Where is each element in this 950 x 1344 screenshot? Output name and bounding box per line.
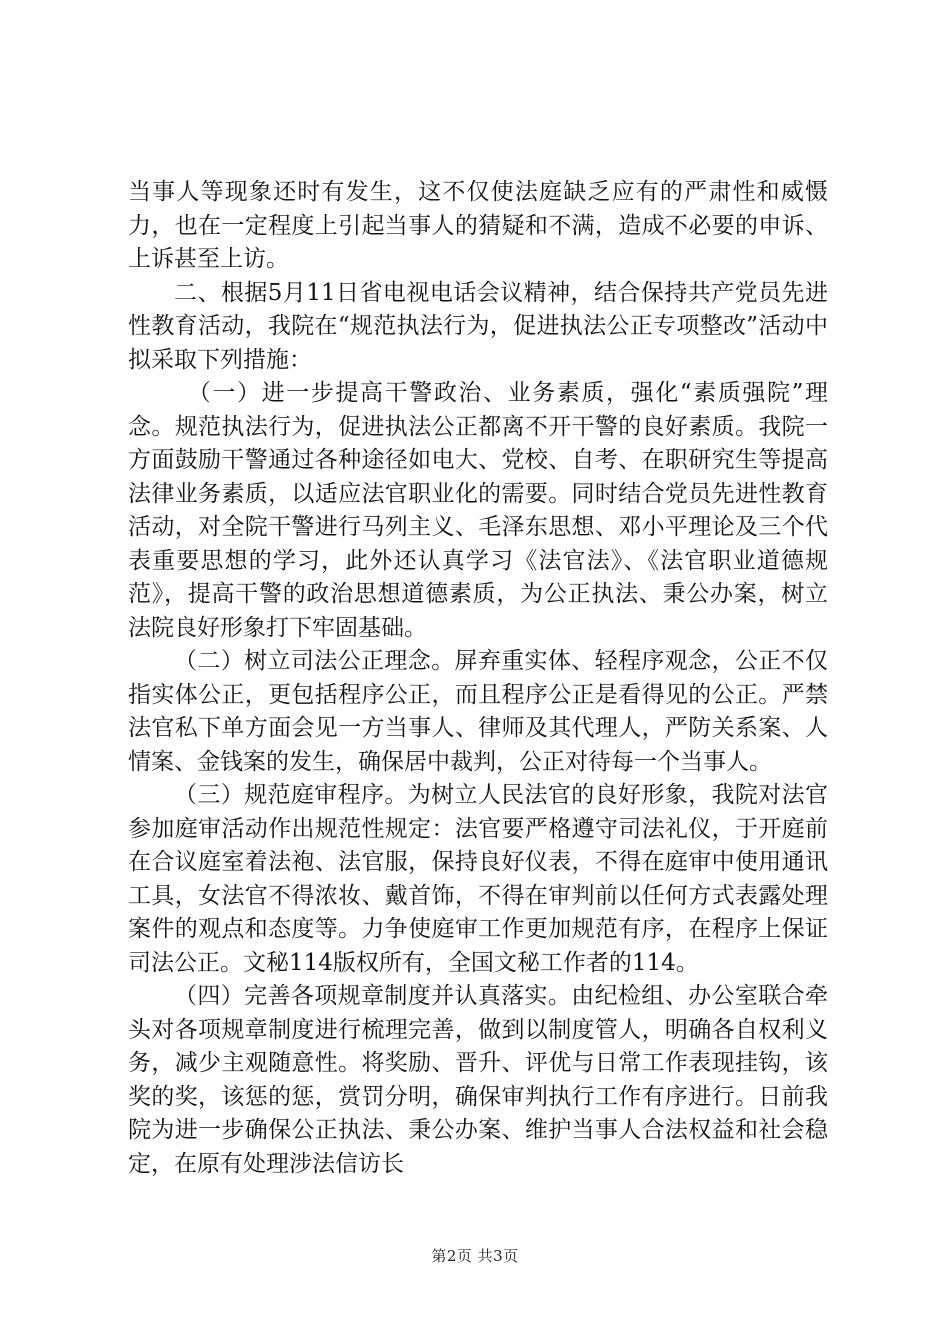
paragraph-measure-one: （一）进一步提高干警政治、业务素质，强化“素质强院”理念。规范执法行为，促进执法公正都离不开干警的良好素质。我院一方面鼓励干警通过各种途径如电大、党校、自考、在职研究生等提高法律业务素质，以适应法官职业化的需要。同时结合党员先进性教育活动，对全院干警进行马列主义、毛泽东思想、邓小平理论及三个代表重要思想的学习，此外还认真学习《法官法》、《法官职业道德规范》，提高干警的政治思想道德素质，为公正执法、秉公办案，树立法院良好形象打下牢固基础。 [128, 380, 828, 641]
document-body [128, 176, 828, 1181]
paragraph-measure-four: （四）完善各项规章制度并认真落实。由纪检组、办公室联合牵头对各项规章制度进行梳理完善，做到以制度管人，明确各自权利义务，减少主观随意性。将奖励、晋升、评优与日常工作表现挂钩，该奖的奖，该惩的惩，赏罚分明，确保审判执行工作有序进行。日前我院为进一步确保公正执法、秉公办案、维护当事人合法权益和社会稳定，在原有处理涉法信访长 [128, 983, 828, 1177]
paragraph-section-two: 二、根据5月11日省电视电话会议精神，结合保持共产党员先进性教育活动，我院在“规范执法行为，促进执法公正专项整改”活动中拟采取下列措施： [128, 279, 828, 373]
paragraph-measure-three: （三）规范庭审程序。为树立人民法官的良好形象，我院对法官参加庭审活动作出规范性规定：法官要严格遵守司法礼仪，于开庭前在合议庭室着法袍、法官服，保持良好仪表，不得在庭审中使用通讯工具，女法官不得浓妆、戴首饰，不得在审判前以任何方式表露处理案件的观点和态度等。力争使庭审工作更加规范有序，在程序上保证司法公正。文秘114版权所有，全国文秘工作者的114。 [128, 782, 828, 976]
paragraph-continuation: 当事人等现象还时有发生，这不仅使法庭缺乏应有的严肃性和威慑力，也在一定程度上引起当事人的猜疑和不满，造成不必要的申诉、上诉甚至上访。 [128, 179, 828, 272]
page-number-footer: 第2页 共3页 [431, 1247, 519, 1265]
paragraph-measure-two: （二）树立司法公正理念。屏弃重实体、轻程序观念，公正不仅指实体公正，更包括程序公正，而且程序公正是看得见的公正。严禁法官私下单方面会见一方当事人、律师及其代理人，严防关系案、人情案、金钱案的发生，确保居中裁判，公正对待每一个当事人。 [128, 648, 828, 775]
